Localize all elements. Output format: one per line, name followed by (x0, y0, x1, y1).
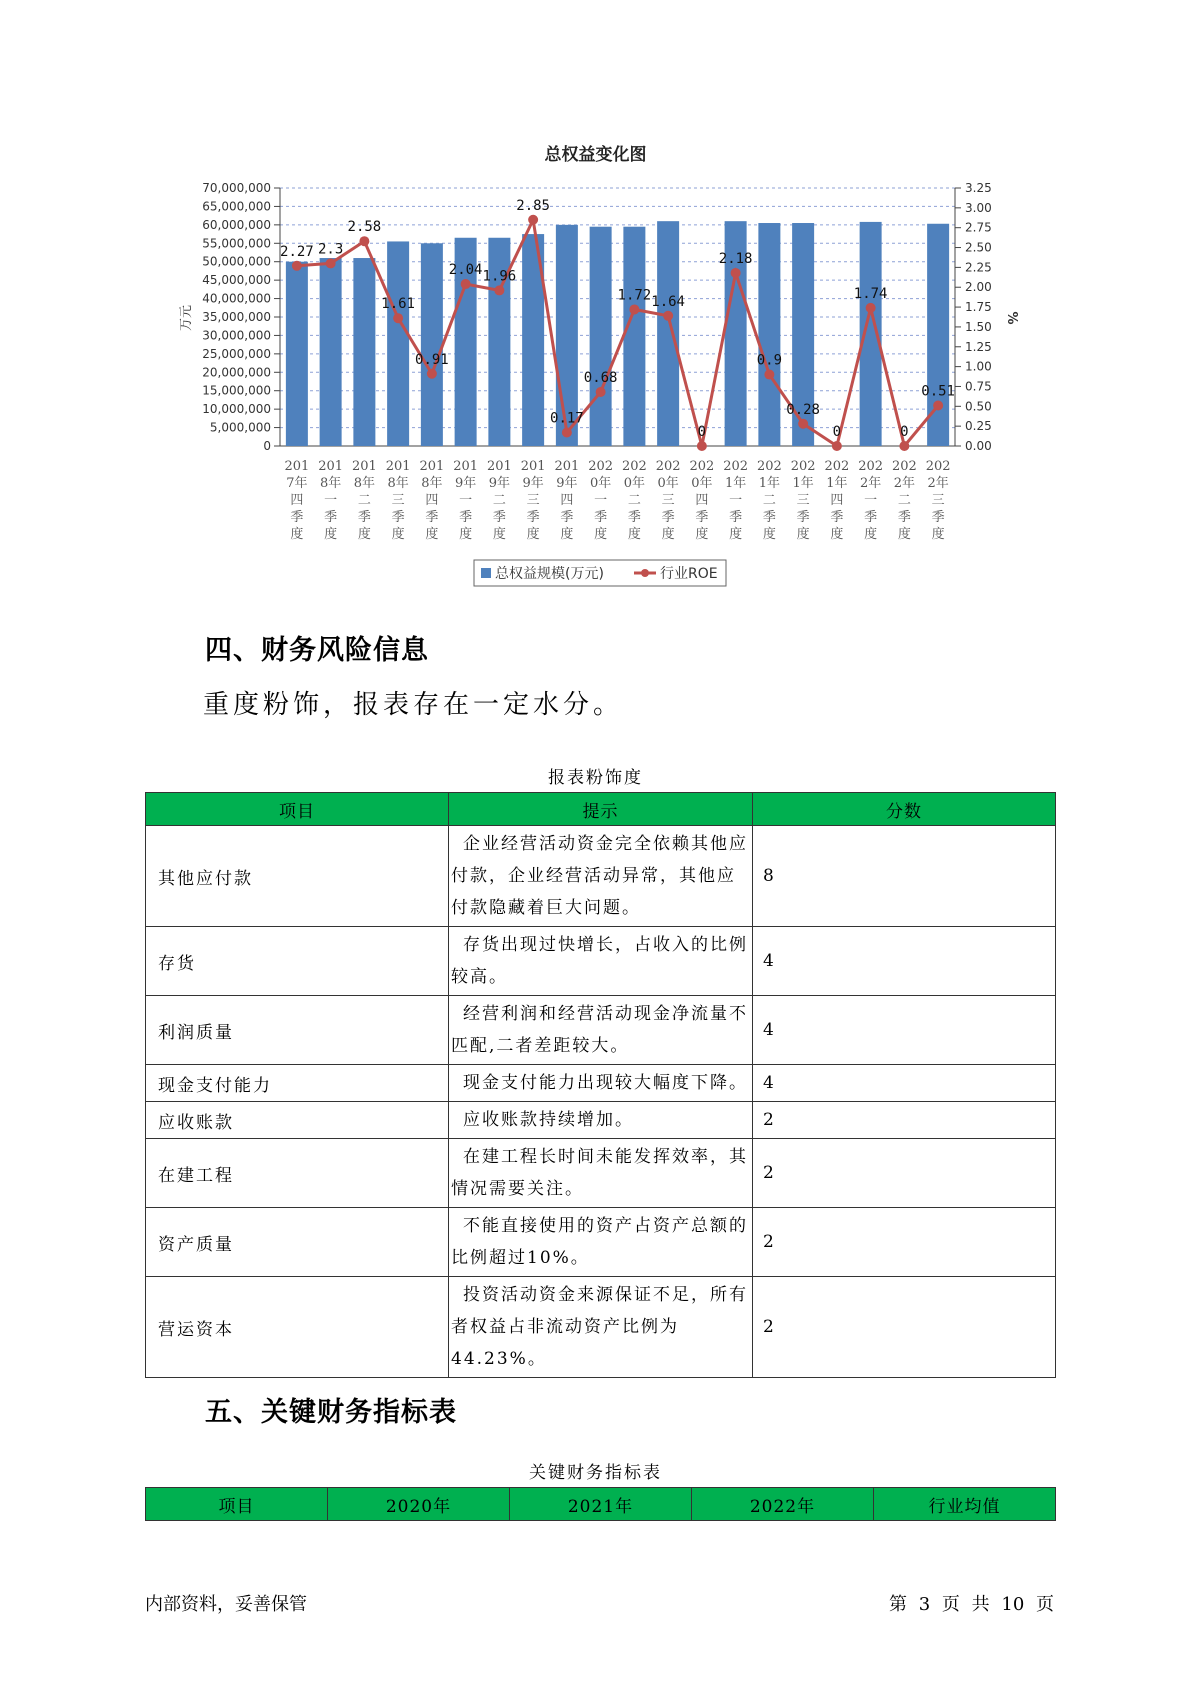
header-industry-avg: 行业均值 (874, 1488, 1056, 1521)
header-item: 项目 (146, 1488, 328, 1521)
roe-data-label: 0.28 (786, 401, 820, 418)
x-tick-label: 9年 (522, 476, 544, 491)
header-item: 项目 (146, 793, 449, 826)
roe-data-label: 2.04 (448, 262, 483, 279)
row-hint: 存货出现过快增长，占收入的比例较高。 (449, 927, 753, 996)
x-tick-label: 度 (391, 527, 405, 542)
roe-data-label: 0.68 (583, 370, 618, 387)
left-tick-label: 60,000,000 (202, 217, 271, 232)
roe-data-label: 2.18 (718, 250, 753, 267)
row-score: 2 (753, 1139, 1056, 1208)
x-tick-label: 四 (290, 493, 304, 508)
x-tick-label: 202 (790, 459, 816, 474)
row-score: 2 (753, 1208, 1056, 1277)
left-tick-label: 5,000,000 (209, 420, 271, 435)
left-tick-label: 20,000,000 (202, 365, 271, 380)
x-tick-label: 0年 (623, 476, 646, 491)
row-hint: 不能直接使用的资产占资产总额的比例超过10%。 (449, 1208, 753, 1277)
bar-equity (657, 221, 679, 446)
x-tick-label: 度 (695, 527, 709, 542)
x-tick-label: 202 (655, 459, 681, 474)
x-tick-label: 度 (357, 527, 371, 542)
risk-table-header (146, 793, 1056, 826)
x-tick-label: 8年 (353, 476, 376, 491)
row-hint: 在建工程长时间未能发挥效率，其情况需要关注。 (449, 1139, 753, 1208)
x-tick-label: 季 (627, 510, 641, 525)
x-tick-label: 度 (290, 527, 304, 542)
x-tick-label: 度 (627, 527, 641, 542)
bar-equity (623, 227, 645, 446)
x-tick-label: 季 (459, 510, 473, 525)
roe-point (528, 215, 538, 225)
x-tick-label: 202 (858, 459, 884, 474)
row-score: 2 (753, 1277, 1056, 1378)
roe-point (798, 419, 808, 429)
table-row (146, 996, 1056, 1065)
roe-data-label: 0.17 (550, 410, 584, 427)
x-tick-label: 二 (627, 493, 641, 508)
x-tick-label: 202 (689, 459, 715, 474)
legend-line-marker (641, 569, 649, 577)
left-tick-label: 65,000,000 (202, 199, 271, 214)
roe-data-label: 1.72 (617, 287, 652, 304)
x-tick-label: 7年 (286, 476, 308, 491)
table-row (146, 1102, 1056, 1139)
row-score: 4 (753, 1065, 1056, 1102)
x-tick-label: 202 (723, 459, 749, 474)
left-tick-label: 30,000,000 (202, 328, 271, 343)
bar-equity (320, 258, 342, 446)
bar-equity (387, 241, 409, 446)
right-tick-label: 2.50 (965, 240, 992, 255)
x-tick-label: 二 (897, 493, 911, 508)
left-tick-label: 70,000,000 (202, 181, 271, 195)
row-item: 营运资本 (146, 1277, 449, 1378)
x-tick-label: 季 (729, 510, 743, 525)
x-tick-label: 二 (492, 493, 506, 508)
roe-point (461, 279, 471, 289)
table-row (146, 1208, 1056, 1277)
row-hint: 经营利润和经营活动现金净流量不匹配,二者差距较大。 (449, 996, 753, 1065)
risk-summary: 重度粉饰，报表存在一定水分。 (203, 690, 624, 720)
row-item: 其他应付款 (146, 826, 449, 927)
x-tick-label: 季 (897, 510, 911, 525)
roe-point (629, 304, 639, 314)
x-tick-label: 度 (661, 527, 675, 542)
legend-bar-label: 总权益规模(万元) (495, 566, 604, 582)
roe-data-label: 0.9 (756, 352, 783, 369)
roe-point (663, 311, 673, 321)
roe-point (899, 441, 909, 451)
legend-line-label: 行业ROE (660, 566, 718, 582)
x-tick-label: 季 (492, 510, 506, 525)
roe-point (393, 313, 403, 323)
x-tick-label: 9年 (454, 476, 477, 491)
chart-title: 总权益变化图 (544, 145, 647, 165)
x-tick-label: 度 (830, 527, 844, 542)
right-tick-label: 0.00 (965, 439, 992, 453)
x-tick-label: 一 (459, 493, 473, 508)
x-tick-label: 9年 (556, 476, 578, 491)
roe-point (764, 370, 774, 380)
x-tick-label: 季 (594, 510, 608, 525)
left-tick-label: 35,000,000 (202, 310, 271, 324)
x-tick-label: 季 (931, 510, 945, 525)
x-tick-label: 季 (357, 510, 371, 525)
roe-data-label: 1.64 (651, 293, 685, 310)
x-tick-label: 202 (621, 459, 647, 474)
x-tick-label: 201 (419, 459, 445, 474)
table-row (146, 1139, 1056, 1208)
right-tick-label: 0.50 (965, 399, 992, 414)
x-tick-label: 季 (391, 510, 405, 525)
row-item: 存货 (146, 927, 449, 996)
x-tick-label: 度 (796, 527, 810, 542)
risk-table (145, 792, 1056, 1378)
left-tick-label: 45,000,000 (202, 273, 271, 288)
x-tick-label: 201 (486, 459, 512, 474)
x-tick-label: 季 (830, 510, 844, 525)
roe-data-label: 1.96 (482, 268, 517, 285)
right-axis-title: % (1004, 311, 1019, 325)
x-tick-label: 一 (864, 493, 878, 508)
x-tick-label: 三 (526, 493, 540, 508)
roe-data-label: 2.3 (317, 241, 344, 258)
right-tick-label: 3.00 (965, 200, 992, 215)
left-tick-label: 15,000,000 (202, 383, 271, 398)
roe-data-label: 2.27 (280, 243, 314, 260)
left-tick-label: 25,000,000 (202, 346, 271, 361)
roe-data-label: 0 (900, 424, 909, 440)
header-score: 分数 (753, 793, 1056, 826)
roe-data-label: 1.61 (381, 296, 415, 313)
right-tick-label: 1.00 (965, 359, 992, 374)
x-tick-label: 度 (897, 527, 911, 542)
roe-point (933, 401, 943, 411)
left-tick-label: 10,000,000 (202, 402, 271, 417)
footer-confidential: 内部资料，妥善保管 (145, 1594, 307, 1615)
roe-point (562, 428, 572, 438)
bar-equity (421, 243, 443, 446)
x-tick-label: 0年 (657, 476, 679, 491)
x-tick-label: 度 (594, 527, 608, 542)
x-tick-label: 三 (796, 493, 810, 508)
left-tick-label: 50,000,000 (202, 254, 271, 269)
x-tick-label: 0年 (589, 476, 612, 491)
kpi-table-header (146, 1488, 1056, 1521)
roe-data-label: 0 (832, 424, 842, 440)
x-tick-label: 四 (695, 493, 709, 508)
x-tick-label: 201 (318, 459, 344, 474)
x-tick-label: 四 (560, 493, 574, 508)
x-tick-label: 季 (425, 510, 439, 525)
x-tick-label: 202 (891, 459, 917, 474)
x-tick-label: 201 (520, 459, 546, 474)
roe-point (866, 303, 876, 313)
row-hint: 应收账款持续增加。 (449, 1102, 753, 1139)
x-tick-label: 一 (594, 493, 608, 508)
roe-data-label: 0.91 (415, 351, 449, 368)
row-score: 8 (753, 826, 1056, 927)
x-tick-label: 201 (351, 459, 377, 474)
x-tick-label: 三 (661, 493, 675, 508)
x-tick-label: 8年 (421, 476, 443, 491)
x-tick-label: 2年 (927, 476, 949, 491)
x-tick-label: 季 (864, 510, 878, 525)
x-tick-label: 0年 (691, 476, 713, 491)
row-score: 2 (753, 1102, 1056, 1139)
x-tick-label: 四 (425, 493, 439, 508)
equity-roe-chart (0, 0, 1191, 600)
row-item: 现金支付能力 (146, 1065, 449, 1102)
table-row (146, 826, 1056, 927)
bar-equity (353, 258, 375, 446)
x-tick-label: 201 (453, 459, 479, 474)
risk-table-caption: 报表粉饰度 (548, 768, 643, 788)
roe-point (359, 236, 369, 246)
x-tick-label: 202 (756, 459, 782, 474)
roe-point (494, 285, 504, 295)
x-tick-label: 度 (459, 527, 473, 542)
table-row (146, 927, 1056, 996)
x-tick-label: 度 (425, 527, 439, 542)
kpi-section-heading: 五、关键财务指标表 (205, 1397, 457, 1428)
x-tick-label: 季 (695, 510, 709, 525)
x-tick-label: 度 (492, 527, 506, 542)
roe-point (596, 387, 606, 397)
x-tick-label: 一 (729, 493, 743, 508)
bar-equity (286, 262, 308, 446)
x-tick-label: 202 (824, 459, 850, 474)
x-tick-label: 季 (290, 510, 304, 525)
x-tick-label: 度 (931, 527, 945, 542)
bar-equity (590, 227, 612, 446)
x-tick-label: 四 (830, 493, 844, 508)
roe-point (292, 261, 302, 271)
footer-page-number: 第 3 页 共 10 页 (889, 1594, 1054, 1615)
header-2020: 2020年 (328, 1488, 510, 1521)
x-tick-label: 二 (762, 493, 776, 508)
x-tick-label: 201 (284, 459, 310, 474)
roe-data-label: 2.58 (347, 219, 382, 236)
roe-point (731, 268, 741, 278)
x-tick-label: 9年 (488, 476, 511, 491)
right-tick-label: 3.25 (965, 181, 992, 195)
kpi-table-caption: 关键财务指标表 (529, 1463, 662, 1483)
header-hint: 提示 (449, 793, 753, 826)
risk-section-heading: 四、财务风险信息 (205, 635, 429, 666)
x-tick-label: 201 (385, 459, 411, 474)
row-item: 应收账款 (146, 1102, 449, 1139)
x-tick-label: 度 (560, 527, 574, 542)
row-hint: 现金支付能力出现较大幅度下降。 (449, 1065, 753, 1102)
x-tick-label: 8年 (387, 476, 409, 491)
x-tick-label: 三 (931, 493, 945, 508)
x-tick-label: 二 (357, 493, 371, 508)
roe-data-label: 0.51 (921, 383, 955, 400)
right-tick-label: 0.25 (965, 419, 992, 434)
right-tick-label: 1.75 (965, 300, 992, 315)
roe-data-label: 2.85 (516, 197, 550, 214)
x-tick-label: 度 (526, 527, 540, 542)
roe-point (427, 369, 437, 379)
left-axis-title: 万元 (179, 304, 194, 332)
x-tick-label: 1年 (826, 476, 848, 491)
roe-point (697, 441, 707, 451)
right-tick-label: 0.75 (965, 379, 992, 394)
table-row (146, 1065, 1056, 1102)
right-tick-label: 2.00 (965, 280, 992, 295)
header-2022: 2022年 (692, 1488, 874, 1521)
row-item: 利润质量 (146, 996, 449, 1065)
x-tick-label: 度 (864, 527, 878, 542)
x-tick-label: 季 (661, 510, 675, 525)
x-tick-label: 201 (554, 459, 580, 474)
x-tick-label: 度 (324, 527, 338, 542)
row-item: 资产质量 (146, 1208, 449, 1277)
row-score: 4 (753, 996, 1056, 1065)
left-tick-label: 40,000,000 (202, 291, 271, 306)
right-tick-label: 1.25 (965, 339, 992, 354)
x-tick-label: 202 (588, 459, 614, 474)
table-row (146, 1277, 1056, 1378)
right-tick-label: 1.50 (965, 319, 992, 334)
x-tick-label: 1年 (758, 476, 781, 491)
roe-point (832, 441, 842, 451)
x-tick-label: 季 (560, 510, 574, 525)
right-tick-label: 2.25 (965, 260, 992, 275)
x-tick-label: 季 (762, 510, 776, 525)
header-2021: 2021年 (510, 1488, 692, 1521)
left-tick-label: 0 (263, 439, 271, 453)
x-tick-label: 2年 (859, 476, 882, 491)
legend-bar-swatch (481, 568, 491, 578)
x-tick-label: 一 (324, 493, 338, 508)
roe-point (326, 258, 336, 268)
x-tick-label: 季 (796, 510, 810, 525)
x-tick-label: 202 (925, 459, 951, 474)
roe-data-label: 0 (697, 424, 707, 440)
right-tick-label: 2.75 (965, 220, 992, 235)
roe-data-label: 1.74 (853, 285, 888, 302)
x-tick-label: 1年 (724, 476, 747, 491)
left-tick-label: 55,000,000 (202, 236, 271, 251)
x-tick-label: 季 (526, 510, 540, 525)
x-tick-label: 1年 (792, 476, 814, 491)
kpi-table (145, 1487, 1056, 1521)
row-score: 4 (753, 927, 1056, 996)
row-hint: 企业经营活动资金完全依赖其他应付款，企业经营活动异常，其他应付款隐藏着巨大问题。 (449, 826, 753, 927)
x-tick-label: 2年 (893, 476, 916, 491)
row-hint: 投资活动资金来源保证不足，所有者权益占非流动资产比例为44.23%。 (449, 1277, 753, 1378)
x-tick-label: 三 (391, 493, 405, 508)
x-tick-label: 度 (762, 527, 776, 542)
row-item: 在建工程 (146, 1139, 449, 1208)
x-tick-label: 季 (324, 510, 338, 525)
x-tick-label: 8年 (319, 476, 342, 491)
bar-equity (756, 223, 783, 446)
x-tick-label: 度 (729, 527, 743, 542)
